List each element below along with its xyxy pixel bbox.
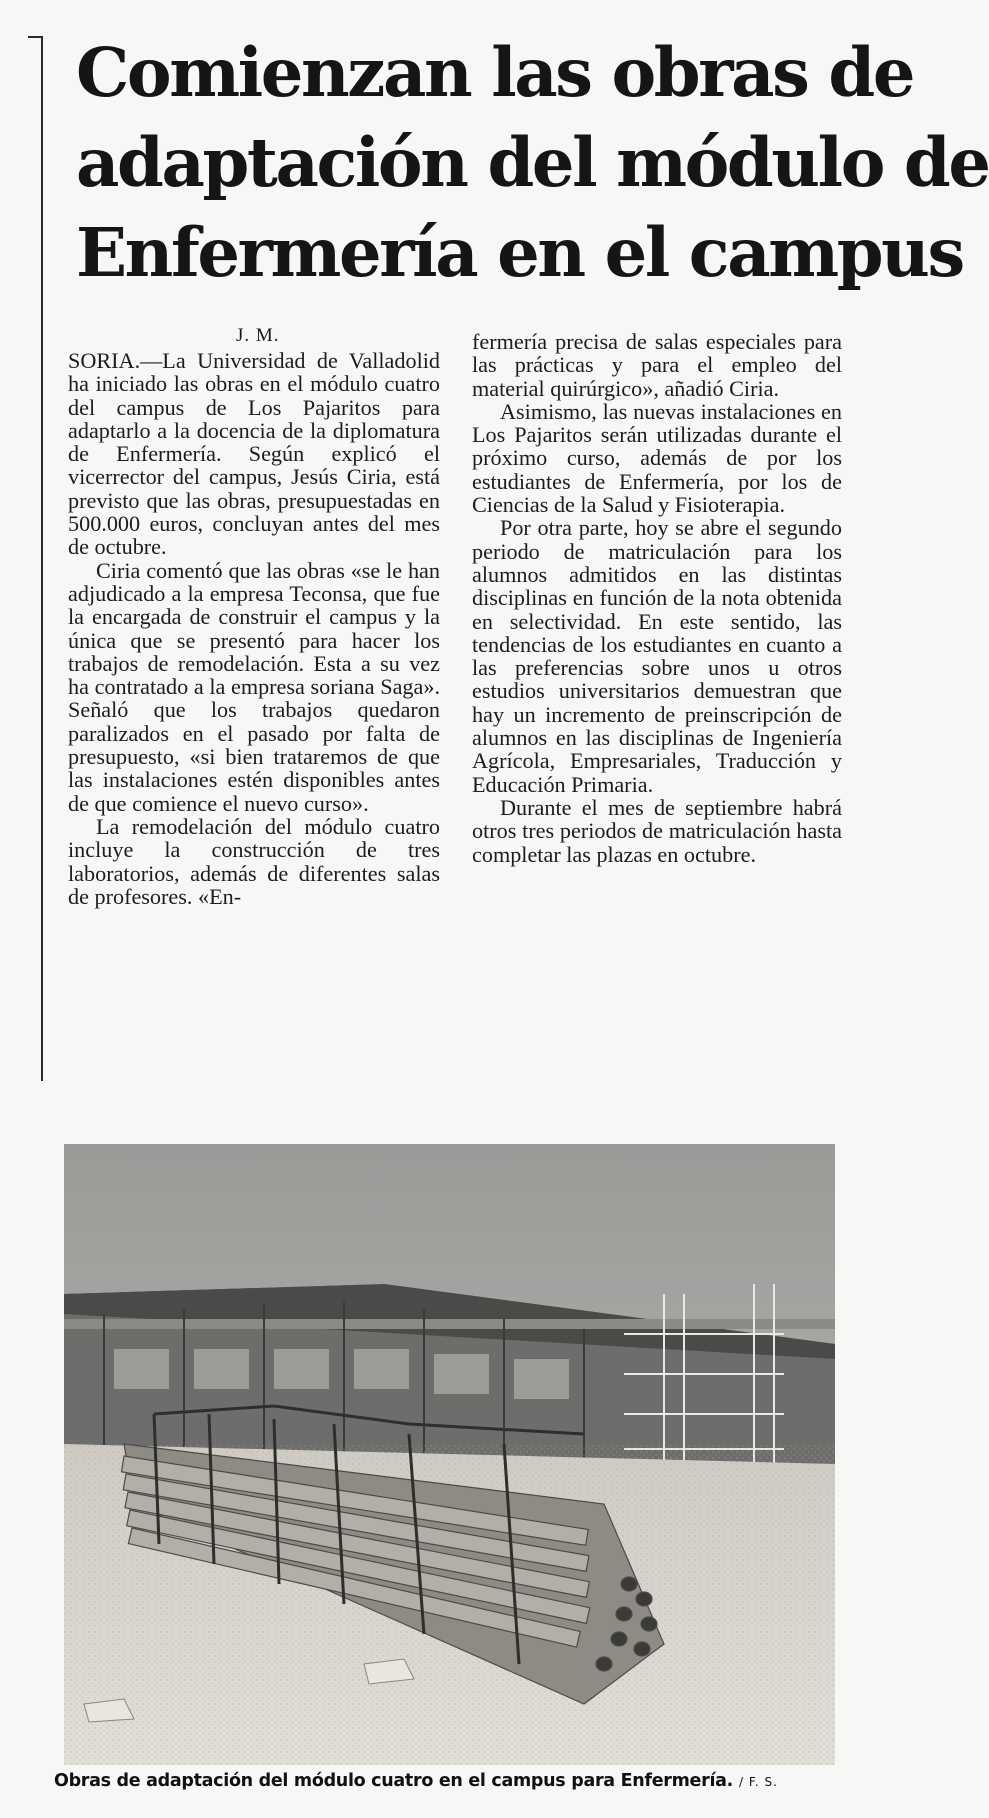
byline: J. M. (236, 325, 280, 346)
column-rule (41, 36, 43, 1081)
headline-line-2: adaptación del módulo de (76, 123, 989, 202)
paragraph: La remodelación del módulo cuatro incluye la construcción de tres laboratorios, además de diferentes salas de profesores. «En- (68, 813, 440, 909)
paragraph: Durante el mes de septiembre habrá otros tres periodos de matriculación hasta completar las plazas en octubre. (472, 794, 842, 867)
headline-line-3: Enfermería en el campus (76, 213, 963, 292)
paragraph: Ciria comentó que las obras «se le han adjudicado a la empresa Teconsa, que fue la encargada de construir el campus y la única que se presentó para hacer los trabajos de remodelación. Esta a su vez ha contratado a la empresa soriana Saga». Señaló que los trabajos quedaron paralizados en el pasado por falta de presupuesto, «si bien trataremos de que las instalaciones estén disponibles antes de que comience el nuevo curso». (68, 557, 440, 816)
construction-photo-image (64, 1144, 835, 1765)
photo-caption (54, 1771, 854, 1791)
caption-text: Obras de adaptación del módulo cuatro en el campus para Enfermería. (54, 1771, 734, 1791)
paragraph: Asimismo, las nuevas instalaciones en Los Pajaritos serán utilizadas durante el próximo curso, además de por los estudiantes de Enfermería, por los de Ciencias de la Salud y Fisioterapia. (472, 398, 842, 518)
paragraph: SORIA.—La Universidad de Valladolid ha iniciado las obras en el módulo cuatro del campus de Los Pajaritos para adaptarlo a la docencia de la diplomatura de Enfermería. Según explicó el vicerrector del campus, Jesús Ciria, está previsto que las obras, presupuestadas en 500.000 euros, concluyan antes del mes de octubre. (68, 348, 440, 560)
text-column-left (68, 349, 440, 908)
headline-line-1: Comienzan las obras de (76, 33, 914, 112)
text-column-right (472, 330, 842, 866)
headline (76, 28, 989, 298)
photo-credit: / F. S. (739, 1775, 778, 1789)
construction-photo (64, 1144, 835, 1765)
paragraph: fermería precisa de salas especiales para las prácticas y para el empleo del material quirúrgico», añadió Ciria. (472, 329, 842, 401)
paragraph: Por otra parte, hoy se abre el segundo periodo de matriculación para los alumnos admitidos en las distintas disciplinas en función de la nota obtenida en selectividad. En este sentido, las tendencias de los estudiantes en cuanto a las preferencias sobre unos u otros estudios universitarios demuestran que hay un incremento de preinscripción de alumnos en las disciplinas de Ingeniería Agrícola, Empresariales, Traducción y Educación Primaria. (472, 515, 842, 797)
